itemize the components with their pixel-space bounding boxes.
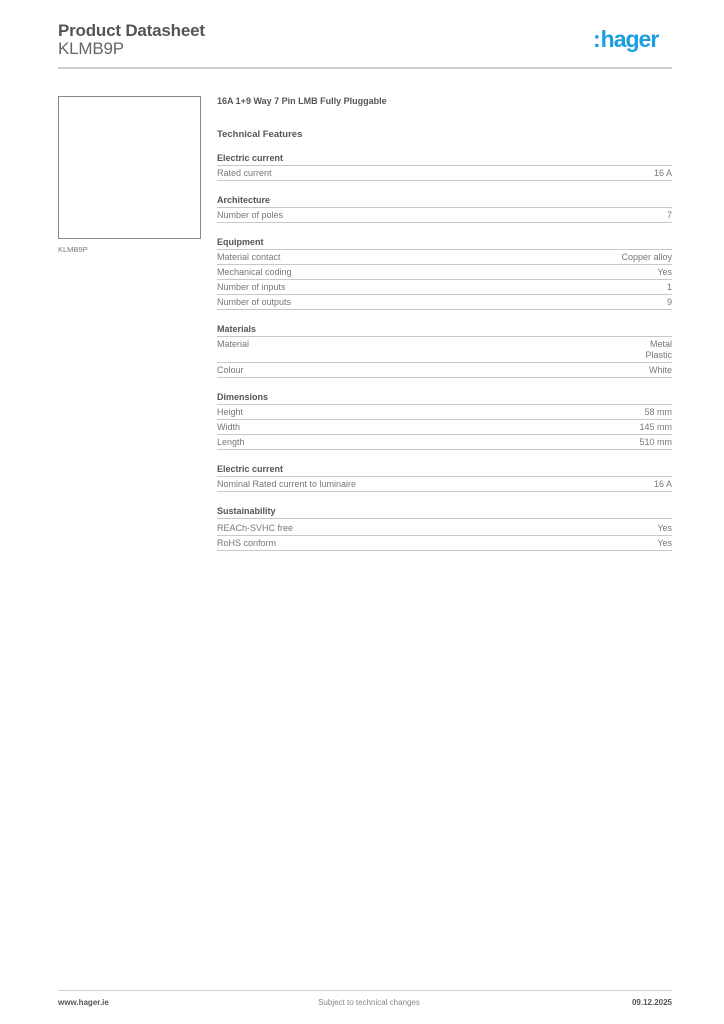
spec-label: Number of outputs: [217, 297, 292, 307]
spec-value: 1: [666, 282, 672, 292]
spec-row: [217, 521, 672, 536]
spec-group-electric-current-luminaire: [217, 464, 672, 492]
spec-label: Rated current: [217, 168, 272, 178]
spec-value: [645, 339, 672, 361]
spec-label: Mechanical coding: [217, 267, 292, 277]
spec-group-title: Electric current: [217, 153, 672, 166]
product-image-caption: KLMB9P: [58, 245, 88, 254]
spec-label: Nominal Rated current to luminaire: [217, 479, 357, 489]
spec-value: 16 A: [653, 479, 672, 489]
page-title: Product Datasheet: [58, 21, 205, 40]
header-divider: [58, 67, 672, 69]
spec-row: [217, 208, 672, 223]
spec-label: Colour: [217, 365, 244, 375]
spec-label: Height: [217, 407, 244, 417]
spec-label: Material: [217, 339, 250, 349]
product-code: KLMB9P: [58, 39, 124, 58]
spec-label: Width: [217, 422, 241, 432]
spec-label: Number of inputs: [217, 282, 286, 292]
spec-group-title: Dimensions: [217, 392, 672, 405]
spec-value: 7: [666, 210, 672, 220]
spec-group-architecture: [217, 195, 672, 223]
spec-group-sustainability: [217, 506, 672, 551]
spec-group-title: Electric current: [217, 464, 672, 477]
spec-label: Material contact: [217, 252, 281, 262]
spec-value: 16 A: [653, 168, 672, 178]
spec-value: 145 mm: [639, 422, 672, 432]
spec-group-title: Architecture: [217, 195, 672, 208]
spec-group-title: Materials: [217, 324, 672, 337]
spec-group-dimensions: [217, 392, 672, 450]
spec-group-title: Equipment: [217, 237, 672, 250]
footer-website-link[interactable]: www.hager.ie: [58, 998, 109, 1007]
spec-value-line: Metal: [649, 339, 672, 349]
footer-divider: [58, 990, 672, 991]
spec-row: [217, 280, 672, 295]
spec-row: [217, 420, 672, 435]
spec-label: RoHS conform: [217, 538, 277, 548]
hager-logo: [593, 28, 658, 51]
product-image-placeholder: [58, 96, 201, 239]
footer-date: 09.12.2025: [631, 998, 672, 1007]
spec-value: Yes: [657, 523, 672, 533]
spec-row: [217, 477, 672, 492]
spec-label: Length: [217, 437, 245, 447]
spec-row: [217, 295, 672, 310]
spec-group-materials: [217, 324, 672, 378]
spec-label: Number of poles: [217, 210, 284, 220]
spec-group-title: Sustainability: [217, 506, 672, 519]
spec-row: [217, 337, 672, 363]
spec-value: 9: [666, 297, 672, 307]
spec-value: Yes: [657, 538, 672, 548]
spec-row: [217, 435, 672, 450]
product-name: 16A 1+9 Way 7 Pin LMB Fully Pluggable: [217, 96, 387, 106]
spec-row: [217, 536, 672, 551]
spec-row: [217, 166, 672, 181]
spec-row: [217, 363, 672, 378]
spec-row: [217, 250, 672, 265]
technical-features-heading: Technical Features: [217, 129, 303, 140]
spec-value: 510 mm: [639, 437, 672, 447]
spec-value: White: [648, 365, 672, 375]
spec-value-line: Plastic: [645, 350, 672, 360]
spec-group-equipment: [217, 237, 672, 310]
spec-label: REACh-SVHC free: [217, 523, 294, 533]
spec-row: [217, 405, 672, 420]
specifications: [217, 95, 672, 551]
spec-row: [217, 265, 672, 280]
footer-notice: Subject to technical changes: [318, 998, 420, 1007]
spec-value: 58 mm: [644, 407, 672, 417]
logo-colon-icon: :: [593, 26, 600, 52]
logo-text: hager: [600, 26, 659, 52]
spec-value: Yes: [657, 267, 672, 277]
spec-group-electric-current: [217, 153, 672, 181]
spec-value: Copper alloy: [621, 252, 672, 262]
